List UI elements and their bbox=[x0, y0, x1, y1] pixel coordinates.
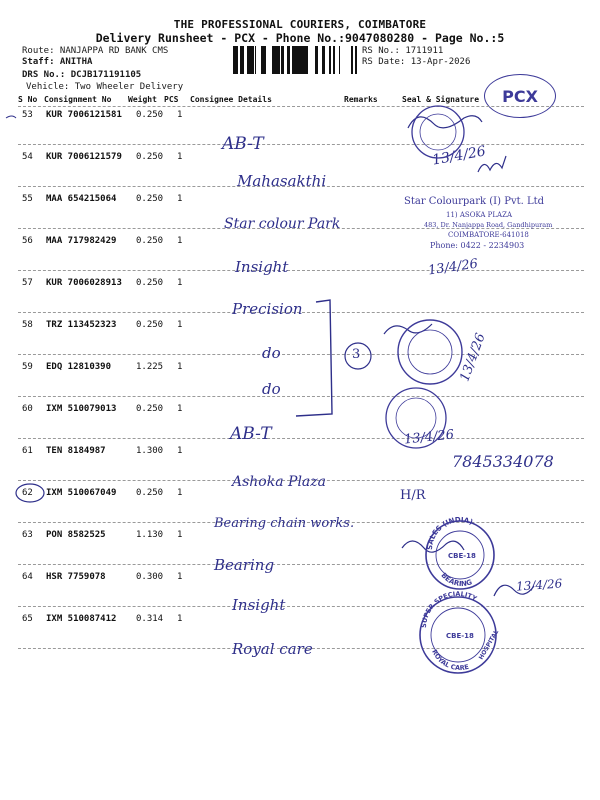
col-consignee: Consignee Details bbox=[190, 95, 272, 104]
barcode-bar bbox=[294, 46, 297, 74]
row-consignment: MAA 654215064 bbox=[46, 194, 117, 204]
table-row bbox=[0, 278, 600, 290]
barcode-bar bbox=[287, 46, 290, 74]
row-weight: 1.130 bbox=[136, 530, 164, 540]
table-row bbox=[0, 530, 600, 542]
row-rule bbox=[18, 396, 584, 397]
row-sno: 64 bbox=[22, 572, 33, 582]
row-consignment: MAA 717982429 bbox=[46, 236, 117, 246]
col-seal: Seal & Signature bbox=[402, 95, 480, 104]
row-consignment: TEN 8184987 bbox=[46, 446, 106, 456]
row-sno: 55 bbox=[22, 194, 33, 204]
stamp-star-addr1: 11) ASOKA PLAZA bbox=[446, 211, 513, 219]
row-weight: 0.250 bbox=[136, 110, 164, 120]
rs-date: RS Date: 13-Apr-2026 bbox=[362, 57, 471, 67]
row-rule bbox=[18, 354, 584, 355]
hw-consignee-58: do bbox=[262, 344, 281, 362]
row-weight: 0.314 bbox=[136, 614, 164, 624]
row-sno: 62 bbox=[22, 488, 33, 498]
stamp-star-company: Star Colourpark (I) Pvt. Ltd bbox=[404, 196, 545, 207]
hw-consignee-59: do bbox=[262, 380, 281, 398]
hw-date-56: 13/4/26 bbox=[427, 256, 479, 279]
barcode-bar bbox=[261, 46, 263, 74]
barcode-bar bbox=[263, 46, 264, 74]
row-weight: 1.300 bbox=[136, 446, 164, 456]
barcode-bar bbox=[315, 46, 318, 74]
barcode-bar bbox=[240, 46, 243, 74]
barcode-bar bbox=[355, 46, 356, 74]
hw-consignee-55: Star colour Park bbox=[224, 216, 341, 232]
header-rule bbox=[18, 106, 584, 107]
pcx-badge: PCX bbox=[484, 74, 556, 118]
stamp-royal-code: CBE-18 bbox=[446, 632, 474, 640]
row-pcs: 1 bbox=[177, 320, 183, 330]
barcode-bar bbox=[249, 46, 252, 74]
hw-consignee-64: Insight bbox=[232, 596, 286, 614]
table-row bbox=[0, 404, 600, 416]
row-pcs: 1 bbox=[177, 236, 183, 246]
barcode-bar bbox=[272, 46, 274, 74]
row-weight: 1.225 bbox=[136, 362, 164, 372]
barcode-bar bbox=[292, 46, 294, 74]
row-consignment: KUR 7006121579 bbox=[46, 152, 122, 162]
row-sno: 54 bbox=[22, 152, 33, 162]
hw-phone: 7845334078 bbox=[452, 452, 554, 471]
barcode-bar bbox=[351, 46, 353, 74]
row-pcs: 1 bbox=[177, 152, 183, 162]
row-weight: 0.250 bbox=[136, 488, 164, 498]
barcode-bar bbox=[356, 46, 357, 74]
row-consignment: IXM 510067049 bbox=[46, 488, 117, 498]
rs-number: RS No.: 1711911 bbox=[362, 46, 444, 56]
table-row bbox=[0, 614, 600, 626]
stamp-bearing-bottom: BEARING bbox=[439, 571, 474, 589]
hw-consignee-56: Insight bbox=[235, 258, 289, 276]
barcode-bar bbox=[281, 46, 284, 74]
row-weight: 0.250 bbox=[136, 194, 164, 204]
hw-hr: H/R bbox=[400, 488, 426, 503]
row-consignment: IXM 510079013 bbox=[46, 404, 117, 414]
row-rule bbox=[18, 438, 584, 439]
barcode-bar bbox=[237, 46, 238, 74]
barcode-bar bbox=[274, 46, 277, 74]
stamp-star-addr3: COIMBATORE-641018 bbox=[448, 231, 529, 239]
row-sno: 58 bbox=[22, 320, 33, 330]
col-sno: S No bbox=[18, 95, 38, 104]
row-rule bbox=[18, 144, 584, 145]
hw-date-64: 13/4/26 bbox=[515, 576, 563, 594]
row-consignment: KUR 7006028913 bbox=[46, 278, 122, 288]
hw-consignee-53: AB-T bbox=[222, 134, 264, 154]
row-rule bbox=[18, 606, 584, 607]
row-weight: 0.250 bbox=[136, 404, 164, 414]
barcode-bar bbox=[264, 46, 266, 74]
hw-consignee-61: Ashoka Plaza bbox=[232, 474, 326, 490]
row-sno: 61 bbox=[22, 446, 33, 456]
row-weight: 0.250 bbox=[136, 320, 164, 330]
hw-count: 3 bbox=[352, 347, 361, 362]
barcode-bar bbox=[322, 46, 325, 74]
row-pcs: 1 bbox=[177, 278, 183, 288]
barcode-bar bbox=[300, 46, 301, 74]
barcode-bar bbox=[334, 46, 335, 74]
hw-consignee-62: Bearing chain works. bbox=[214, 516, 355, 531]
drs-number: DRS No.: DCJB171191105 bbox=[22, 70, 142, 80]
col-consignment: Consignment No bbox=[44, 95, 112, 104]
stamp-royal-bottom: ROYAL CARE bbox=[430, 648, 470, 673]
row-consignment: TRZ 113452323 bbox=[46, 320, 117, 330]
row-pcs: 1 bbox=[177, 446, 183, 456]
row-pcs: 1 bbox=[177, 530, 183, 540]
barcode-bar bbox=[304, 46, 306, 74]
table-row bbox=[0, 572, 600, 584]
row-weight: 0.300 bbox=[136, 572, 164, 582]
barcode-bar bbox=[333, 46, 334, 74]
barcode-bar bbox=[306, 46, 308, 74]
col-weight: Weight bbox=[128, 95, 157, 104]
table-row bbox=[0, 110, 600, 122]
svg-text:ROYAL CARE bbox=[430, 648, 469, 672]
hw-date-53: 13/4/26 bbox=[431, 143, 487, 169]
row-rule bbox=[18, 270, 584, 271]
row-pcs: 1 bbox=[177, 572, 183, 582]
row-sno: 60 bbox=[22, 404, 33, 414]
row-pcs: 1 bbox=[177, 110, 183, 120]
table-row bbox=[0, 320, 600, 332]
row-sno: 56 bbox=[22, 236, 33, 246]
company-title: THE PROFESSIONAL COURIERS, COIMBATORE bbox=[173, 18, 427, 31]
barcode bbox=[233, 46, 357, 74]
row-consignment: IXM 510087412 bbox=[46, 614, 117, 624]
route-label: Route: NANJAPPA RD BANK CMS bbox=[22, 46, 169, 56]
barcode-bar bbox=[233, 46, 235, 74]
row-pcs: 1 bbox=[177, 194, 183, 204]
hw-date-58: 13/4/26 bbox=[457, 331, 489, 384]
row-weight: 0.250 bbox=[136, 236, 164, 246]
row-pcs: 1 bbox=[177, 614, 183, 624]
barcode-bar bbox=[252, 46, 254, 74]
barcode-bar bbox=[255, 46, 256, 74]
col-pcs: PCS bbox=[164, 95, 179, 104]
row-rule bbox=[18, 564, 584, 565]
staff-label: Staff: ANITHA bbox=[22, 57, 93, 67]
barcode-bar bbox=[297, 46, 300, 74]
stamp-royal-right: HOSPITAL bbox=[477, 628, 501, 661]
hw-date-60: 13/4/26 bbox=[403, 427, 455, 448]
row-sno: 59 bbox=[22, 362, 33, 372]
barcode-bar bbox=[243, 46, 244, 74]
barcode-bar bbox=[339, 46, 340, 74]
barcode-bar bbox=[277, 46, 280, 74]
row-consignment: HSR 7759078 bbox=[46, 572, 106, 582]
barcode-bar bbox=[329, 46, 331, 74]
row-consignment: KUR 7006121581 bbox=[46, 110, 122, 120]
row-sno: 65 bbox=[22, 614, 33, 624]
barcode-bar bbox=[235, 46, 237, 74]
row-pcs: 1 bbox=[177, 404, 183, 414]
stamp-bearing-top: SALES (INDIA) bbox=[425, 515, 474, 551]
stamp-star-phone: Phone: 0422 - 2234903 bbox=[430, 241, 525, 250]
row-weight: 0.250 bbox=[136, 152, 164, 162]
hw-consignee-63: Bearing bbox=[214, 556, 275, 574]
table-row bbox=[0, 152, 600, 164]
stamp-bearing-code: CBE-18 bbox=[448, 552, 476, 560]
row-consignment: EDQ 12810390 bbox=[46, 362, 112, 372]
row-consignment: PON 8582525 bbox=[46, 530, 106, 540]
row-sno: 53 bbox=[22, 110, 33, 120]
hw-consignee-60: AB-T bbox=[230, 424, 272, 444]
hw-consignee-65: Royal care bbox=[232, 640, 313, 658]
stamp-star-addr2: 483, Dr. Nanjappa Road, Gandhipuram bbox=[424, 221, 553, 229]
vehicle-label: Vehicle: Two Wheeler Delivery bbox=[26, 82, 184, 92]
stamp-royal-top: SUPER SPECIALITY bbox=[419, 589, 479, 629]
hw-consignee-54: Mahasakthi bbox=[237, 172, 327, 190]
row-sno: 57 bbox=[22, 278, 33, 288]
row-pcs: 1 bbox=[177, 362, 183, 372]
row-weight: 0.250 bbox=[136, 278, 164, 288]
table-row bbox=[0, 362, 600, 374]
barcode-bar bbox=[301, 46, 304, 74]
runsheet-subtitle: Delivery Runsheet - PCX - Phone No.:9047080280 - Page No.:5 bbox=[95, 31, 505, 45]
row-sno: 63 bbox=[22, 530, 33, 540]
barcode-bar bbox=[247, 46, 249, 74]
hw-consignee-57: Precision bbox=[232, 300, 303, 318]
col-remarks: Remarks bbox=[344, 95, 378, 104]
row-pcs: 1 bbox=[177, 488, 183, 498]
